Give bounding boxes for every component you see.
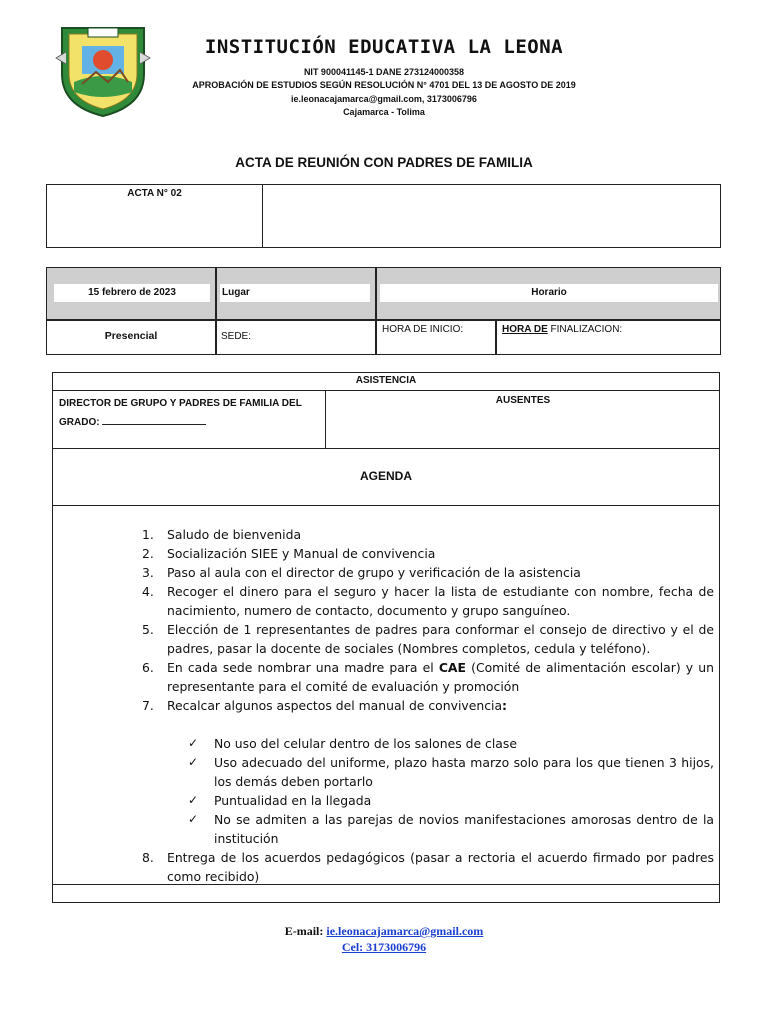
row-divider [47, 319, 720, 321]
column-divider [215, 268, 217, 354]
list-item: 2. Socialización SIEE y Manual de convivencia [142, 546, 436, 561]
email-link[interactable]: ie.leonacajamarca@gmail.com [326, 924, 484, 938]
director-label: DIRECTOR DE GRUPO Y PADRES DE FAMILIA DEL [59, 398, 302, 409]
absent-title: AUSENTES [495, 395, 551, 406]
school-crest-icon [52, 22, 154, 120]
list-item: 6. En cada sede nombrar una madre para el CAE (Comité de alimentación escolar) y un representante para el comité de evaluación y promoción [142, 660, 714, 694]
grade-label: GRADO: [59, 417, 100, 428]
document-title: ACTA DE REUNIÓN CON PADRES DE FAMILIA [235, 155, 533, 170]
director-cell [59, 394, 321, 432]
row-divider [52, 448, 720, 449]
start-time-field: HORA DE INICIO: [382, 324, 464, 335]
contact-line: ie.leonacajamarca@gmail.com, 3173006796 [291, 94, 477, 104]
meeting-mode: Presencial [104, 330, 158, 342]
institution-name: INSTITUCIÓN EDUCATIVA LA LEONA [204, 36, 564, 58]
check-mark-icon: ✓ [188, 736, 199, 750]
location-line: Cajamarca - Tolima [343, 107, 425, 117]
grade-blank [102, 414, 206, 425]
meeting-date: 15 febrero de 2023 [54, 284, 210, 302]
list-item: 8. Entrega de los acuerdos pedagógicos (pasar a rectoria el acuerdo firmado por padres como recibido) [142, 850, 714, 884]
end-time-label-b: FINALIZACION: [547, 324, 623, 335]
approval-line: APROBACIÓN DE ESTUDIOS SEGÚN RESOLUCIÓN N° 4701 DEL 13 DE AGOSTO DE 2019 [192, 80, 576, 90]
check-item: ✓ Puntualidad en la llegada [188, 793, 372, 808]
agenda-list [142, 525, 714, 886]
row-divider [52, 390, 720, 391]
attendance-title: ASISTENCIA [355, 375, 417, 386]
end-time-field [502, 324, 622, 335]
row-divider [52, 505, 720, 506]
footer-email: E-mail: ie.leonacajamarca@gmail.com [284, 924, 484, 938]
check-item: ✓ No uso del celular dentro de los salones de clase [188, 736, 517, 751]
list-item: 7. Recalcar algunos aspectos del manual de convivencia: [142, 698, 508, 713]
footer-phone [0, 940, 768, 955]
schedule-label: Horario [380, 284, 718, 302]
list-item: 5. Elección de 1 representantes de padres para conformar el consejo de directivo y el de padres, pasar la docente de sociales (Nombres completos, cedula y teléfono). [142, 622, 714, 656]
check-mark-icon: ✓ [188, 812, 199, 826]
end-time-label-a: HORA DE [502, 324, 548, 335]
check-item: ✓ No se admiten a las parejas de novios manifestaciones amorosas dentro de la institución [188, 812, 714, 846]
agenda-title: AGENDA [359, 469, 412, 483]
phone-link[interactable]: Cel: 3173006796 [341, 940, 427, 954]
column-divider [495, 320, 497, 354]
check-mark-icon: ✓ [188, 793, 199, 807]
list-item: 3. Paso al aula con el director de grupo y verificación de la asistencia [142, 565, 581, 580]
list-item: 1. Saludo de bienvenida [142, 527, 302, 542]
check-item: ✓ Uso adecuado del uniforme, plazo hasta marzo solo para los que tienen 3 hijos, los demás deben portarlo [188, 755, 714, 789]
acta-number: ACTA N° 02 [127, 188, 182, 199]
list-item: 4. Recoger el dinero para el seguro y hacer la lista de estudiante con nombre, fecha de nacimiento, numero de contacto, documento y grupo sanguíneo. [142, 584, 714, 618]
grade-line [59, 413, 321, 432]
sede-field: SEDE: [221, 331, 252, 342]
place-label: Lugar [220, 284, 370, 302]
nit-line: NIT 900041145-1 DANE 273124000358 [303, 67, 465, 77]
check-mark-icon: ✓ [188, 755, 199, 769]
column-divider [375, 268, 377, 354]
